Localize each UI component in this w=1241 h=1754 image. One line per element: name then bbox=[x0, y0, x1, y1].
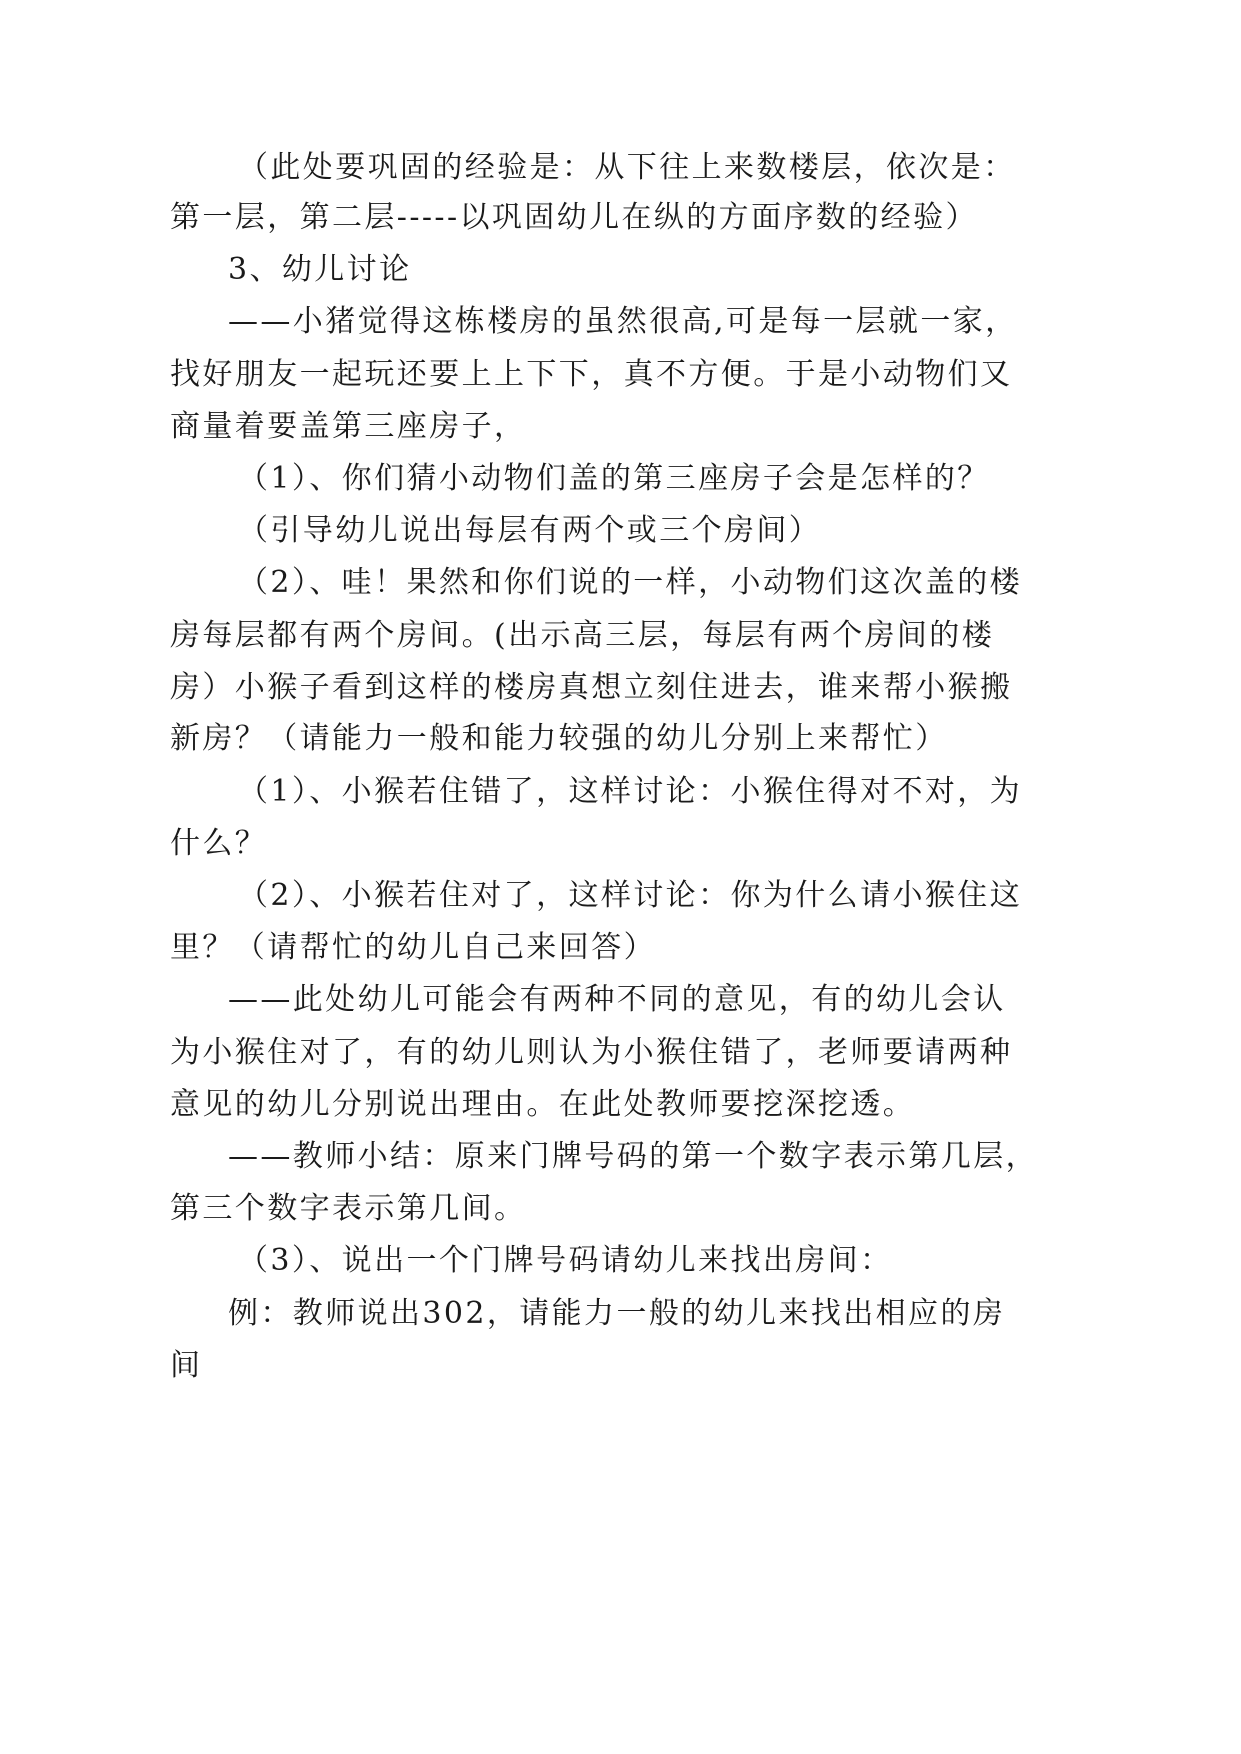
text-line: 房每层都有两个房间。(出示高三层，每层有两个房间的楼 bbox=[170, 618, 995, 653]
text-line: 意见的幼儿分别说出理由。在此处教师要挖深挖透。 bbox=[170, 1087, 916, 1122]
text-line: 3、幼儿讨论 bbox=[228, 252, 412, 287]
text-line: （3）、说出一个门牌号码请幼儿来找出房间： bbox=[238, 1243, 893, 1278]
text-line: （此处要巩固的经验是：从下往上来数楼层，依次是： bbox=[238, 150, 1016, 185]
text-line: 商量着要盖第三座房子， bbox=[170, 409, 527, 444]
text-line: ——此处幼儿可能会有两种不同的意见，有的幼儿会认 bbox=[228, 982, 1006, 1017]
text-line: 房）小猴子看到这样的楼房真想立刻住进去，谁来帮小猴搬 bbox=[170, 670, 1013, 705]
text-line: 为小猴住对了，有的幼儿则认为小猴住错了，老师要请两种 bbox=[170, 1035, 1013, 1070]
text-line: （1）、小猴若住错了，这样讨论：小猴住得对不对，为 bbox=[238, 774, 1023, 809]
text-line: （2）、小猴若住对了，这样讨论：你为什么请小猴住这 bbox=[238, 878, 1023, 913]
text-line: 间 bbox=[170, 1348, 203, 1383]
text-line: ——教师小结：原来门牌号码的第一个数字表示第几层， bbox=[228, 1139, 1038, 1174]
text-line: 找好朋友一起玩还要上上下下，真不方便。于是小动物们又 bbox=[170, 357, 1013, 392]
text-line: 第一层，第二层-----以巩固幼儿在纵的方面序数的经验） bbox=[170, 200, 978, 235]
text-line: （引导幼儿说出每层有两个或三个房间） bbox=[238, 513, 822, 548]
text-line: 什么？ bbox=[170, 826, 268, 861]
text-line: 新房？（请能力一般和能力较强的幼儿分别上来帮忙） bbox=[170, 721, 948, 756]
text-line: （1）、你们猜小动物们盖的第三座房子会是怎样的？ bbox=[238, 461, 990, 496]
text-line: （2）、哇！果然和你们说的一样，小动物们这次盖的楼 bbox=[238, 565, 1023, 600]
text-line: ——小猪觉得这栋楼房的虽然很高,可是每一层就一家， bbox=[228, 304, 1018, 339]
text-line: 例：教师说出302，请能力一般的幼儿来找出相应的房 bbox=[228, 1296, 1006, 1331]
text-line: 第三个数字表示第几间。 bbox=[170, 1191, 527, 1226]
text-line: 里？（请帮忙的幼儿自己来回答） bbox=[170, 930, 656, 965]
